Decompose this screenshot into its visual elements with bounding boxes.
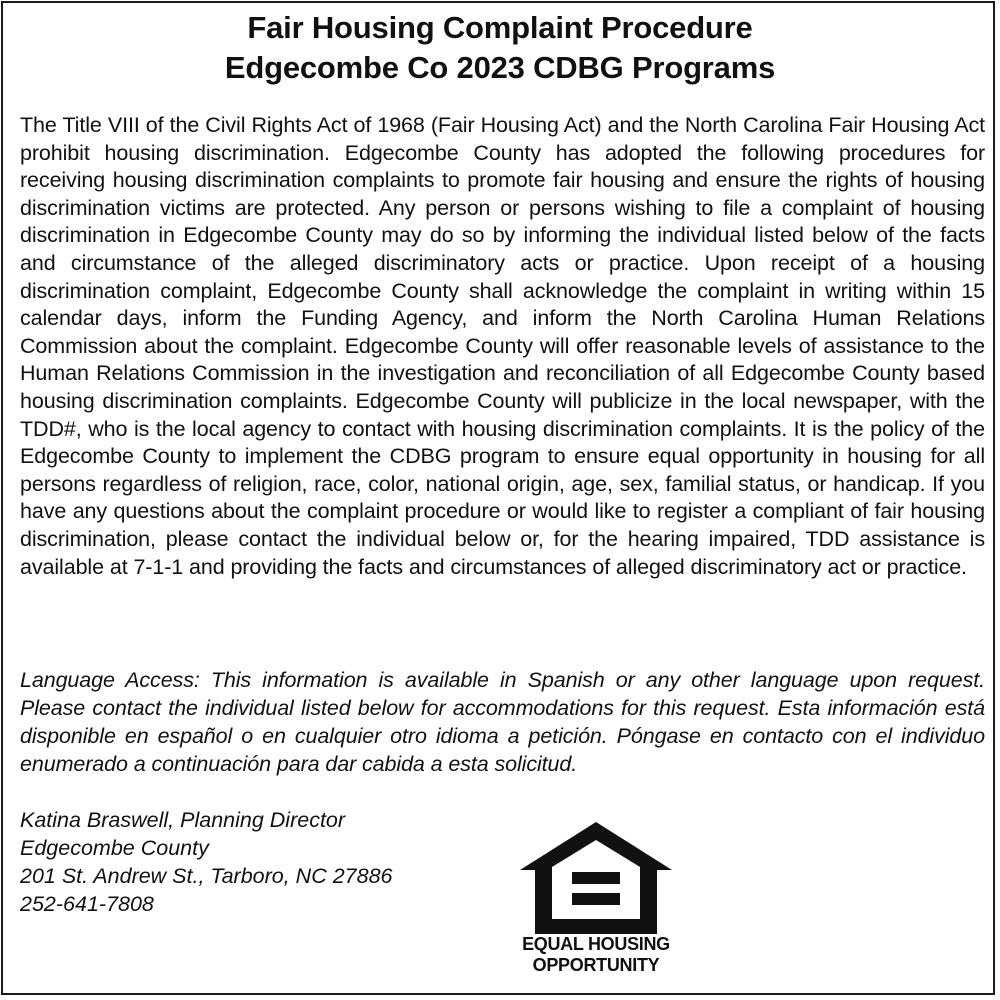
contact-address: 201 St. Andrew St., Tarboro, NC 27886 xyxy=(20,864,393,888)
logo-line-1: EQUAL HOUSING xyxy=(522,934,670,954)
contact-phone: 252-641-7808 xyxy=(20,892,154,916)
title-line-1: Fair Housing Complaint Procedure xyxy=(247,10,753,45)
equal-housing-house-icon xyxy=(516,818,676,938)
logo-line-2: OPPORTUNITY xyxy=(532,955,660,975)
equal-housing-logo xyxy=(516,818,676,983)
equal-housing-caption xyxy=(516,934,676,976)
page-title xyxy=(0,8,1000,88)
procedure-paragraph: The Title VIII of the Civil Rights Act of 1968 (Fair Housing Act) and the North Carolina Fair Housing Act prohibit housing discrimination. Edgecombe County has adopted the following procedures for receiving housing discrimination complaints to promote fair housing and ensure the rights of housing discrimination victims are protected. Any person or persons wishing to file a complaint of housing discrimination in Edgecombe County may do so by informing the individual listed below of the facts and circumstance of the alleged discriminatory acts or practice. Upon receipt of a housing discrimination complaint, Edgecombe County shall acknowledge the complaint in writing within 15 calendar days, inform the Funding Agency, and inform the North Carolina Human Relations Commission about the complaint. Edgecombe County will offer reasonable levels of assistance to the Human Relations Commission in the investigation and reconciliation of all Edgecombe County based housing discrimination complaints. Edgecombe County will publicize in the local newspaper, with the TDD#, who is the local agency to contact with housing discrimination complaints. It is the policy of the Edgecombe County to implement the CDBG program to ensure equal opportunity in housing for all persons regardless of religion, race, color, national origin, age, sex, familial status, or handicap. If you have any questions about the complaint procedure or would like to register a compliant of fair housing discrimination, please contact the individual below or, for the hearing impaired, TDD assistance is available at 7-1-1 and providing the facts and circumstances of alleged discriminatory act or practice. xyxy=(20,113,985,579)
contact-block xyxy=(20,806,500,918)
language-access-paragraph: Language Access: This information is available in Spanish or any other language upon request. Please contact the individual listed below for accommodations for this request. Esta información está disponible en español o en cualquier otro idioma a petición. Póngase en contacto con el individuo enumerado a continuación para dar cabida a esta solicitud. xyxy=(20,668,985,776)
contact-name-title: Katina Braswell, Planning Director xyxy=(20,808,346,832)
title-line-2: Edgecombe Co 2023 CDBG Programs xyxy=(224,50,776,85)
contact-organization: Edgecombe County xyxy=(20,836,209,860)
